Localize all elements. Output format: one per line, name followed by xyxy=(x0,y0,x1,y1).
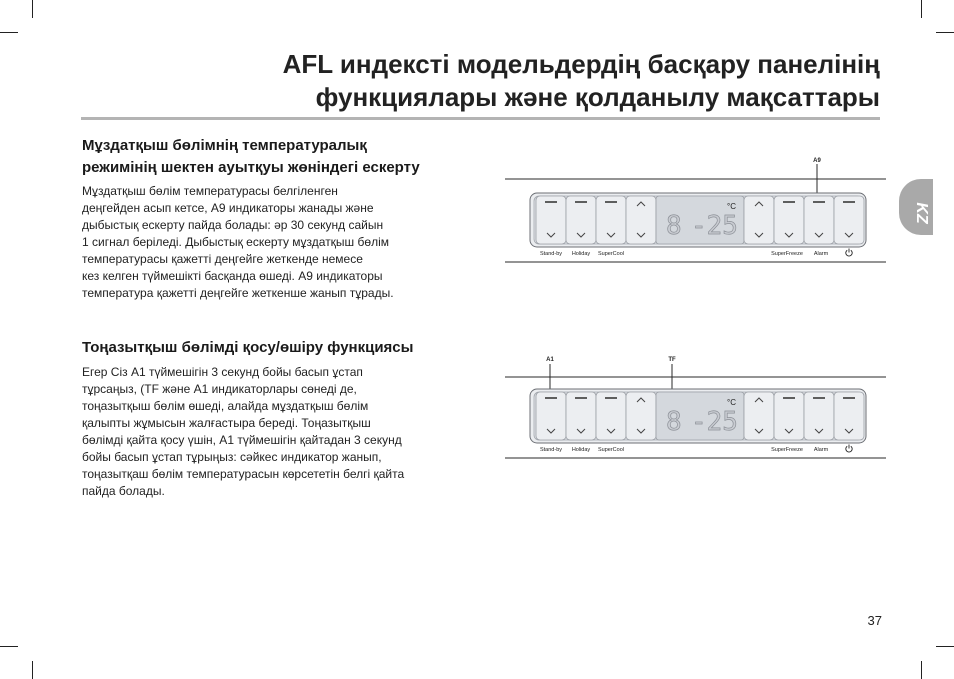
label-supercool: SuperCool xyxy=(598,251,624,257)
section-2-body xyxy=(82,364,462,500)
callout-tf: TF xyxy=(668,357,676,363)
page-number: 37 xyxy=(867,613,882,628)
section-1-line: температурасы қажетті деңгейге жеткенде немесе xyxy=(82,252,363,266)
section-2-line: тұрсаңыз, (TF және A1 индикаторлары сөнеді де, xyxy=(82,382,357,396)
button-alarm-group[interactable] xyxy=(804,196,834,244)
button-holiday-group[interactable] xyxy=(566,196,596,244)
section-2-line: пайда болады. xyxy=(82,484,165,498)
callout-a1: A1 xyxy=(546,357,554,363)
crop-mark-top-right-h xyxy=(936,32,954,33)
label-superfreeze: SuperFreeze xyxy=(771,251,803,257)
section-1-heading-line-1: Мұздатқыш бөлімнің температуралық xyxy=(82,137,367,154)
label-superfreeze: SuperFreeze xyxy=(771,447,803,453)
section-1-heading-line-2: режимінің шектен ауытқуы жөніндегі ескерту xyxy=(82,159,420,176)
language-tab xyxy=(899,179,933,235)
label-alarm: Alarm xyxy=(813,447,829,453)
crop-mark-bottom-right-v xyxy=(921,661,922,679)
section-2-line: Егер Сіз A1 түймешігін 3 секунд бойы басып ұстап xyxy=(82,365,363,379)
button-standby-group[interactable] xyxy=(536,196,566,244)
crop-mark-top-left-h xyxy=(0,32,18,33)
control-panel-1-figure xyxy=(505,150,886,265)
page-title-line-1: AFL индексті модельдердің басқару панелінің xyxy=(282,49,880,79)
control-panel-2 xyxy=(505,346,886,461)
button-supercool-group[interactable] xyxy=(596,392,626,440)
display-unit: °C xyxy=(727,202,736,211)
button-freezer-temp-group[interactable] xyxy=(744,196,774,244)
label-holiday: Holiday xyxy=(571,251,591,257)
language-tab-label: KZ xyxy=(913,202,930,224)
display-right-digits: -25 xyxy=(691,211,738,241)
crop-mark-top-left-v xyxy=(32,0,33,18)
section-1-body xyxy=(82,183,462,302)
display-left-digit: 8 xyxy=(666,211,682,241)
power-icon xyxy=(846,445,852,453)
section-1-line: деңгейден асып кетсе, A9 индикаторы жанады және xyxy=(82,201,374,215)
button-superfreeze-group[interactable] xyxy=(774,196,804,244)
display-left-digit: 8 xyxy=(666,407,682,437)
power-icon xyxy=(846,249,852,257)
section-2-line: тоңазытқаш бөлім температурасын көрсететін белгі қайта xyxy=(82,467,405,481)
section-1-line: дыбыстық ескерту пайда болады: әр 30 секунд сайын xyxy=(82,218,384,232)
section-2-heading-line-1: Тоңазытқыш бөлімді қосу/өшіру функциясы xyxy=(82,339,414,356)
page-title-line-2: функциялары және қолданылу мақсаттары xyxy=(315,82,880,112)
title-divider xyxy=(81,117,880,120)
label-standby: Stand-by xyxy=(539,251,563,257)
section-2-heading xyxy=(82,337,413,359)
label-standby: Stand-by xyxy=(539,447,563,453)
label-supercool: SuperCool xyxy=(598,447,624,453)
button-power-group[interactable] xyxy=(834,392,864,440)
control-panel-1 xyxy=(505,150,886,265)
section-1-heading xyxy=(82,135,420,179)
button-holiday-group[interactable] xyxy=(566,392,596,440)
section-1-line: температура қажетті деңгейге жеткенше жанып тұрады. xyxy=(82,286,394,300)
display-right-digits: -25 xyxy=(691,407,738,437)
button-power-group[interactable] xyxy=(834,196,864,244)
section-1-line: кез келген түймешікті басқанда өшеді. A9 индикаторы xyxy=(82,269,383,283)
crop-mark-bottom-right-h xyxy=(936,646,954,647)
button-standby-group[interactable] xyxy=(536,392,566,440)
button-fridge-temp-group[interactable] xyxy=(626,196,656,244)
section-1-line: Мұздатқыш бөлім температурасы белгіленген xyxy=(82,184,338,198)
crop-mark-bottom-left-v xyxy=(32,661,33,679)
button-freezer-temp-group[interactable] xyxy=(744,392,774,440)
button-supercool-group[interactable] xyxy=(596,196,626,244)
button-alarm-group[interactable] xyxy=(804,392,834,440)
display-unit: °C xyxy=(727,398,736,407)
crop-mark-top-right-v xyxy=(921,0,922,18)
section-1-line: 1 сигнал беріледі. Дыбыстық ескерту мұздатқыш бөлім xyxy=(82,235,389,249)
section-2-line: тоңазытқыш бөлім өшеді, алайда мұздатқыш бөлім xyxy=(82,399,369,413)
button-fridge-temp-group[interactable] xyxy=(626,392,656,440)
crop-mark-bottom-left-h xyxy=(0,646,18,647)
label-alarm: Alarm xyxy=(813,251,829,257)
page-title xyxy=(120,48,880,114)
section-2-line: қалыпты жұмысын жалғастыра береді. Тоңазытқыш xyxy=(82,416,371,430)
section-2-line: бойы басып ұстап тұрыңыз: сәйкес индикатор жанып, xyxy=(82,450,382,464)
callout-a9: A9 xyxy=(813,158,821,164)
label-holiday: Holiday xyxy=(571,447,591,453)
section-2-line: бөлімді қайта қосу үшін, A1 түймешігін қайтадан 3 секунд xyxy=(82,433,402,447)
control-panel-2-figure xyxy=(505,346,886,461)
button-superfreeze-group[interactable] xyxy=(774,392,804,440)
